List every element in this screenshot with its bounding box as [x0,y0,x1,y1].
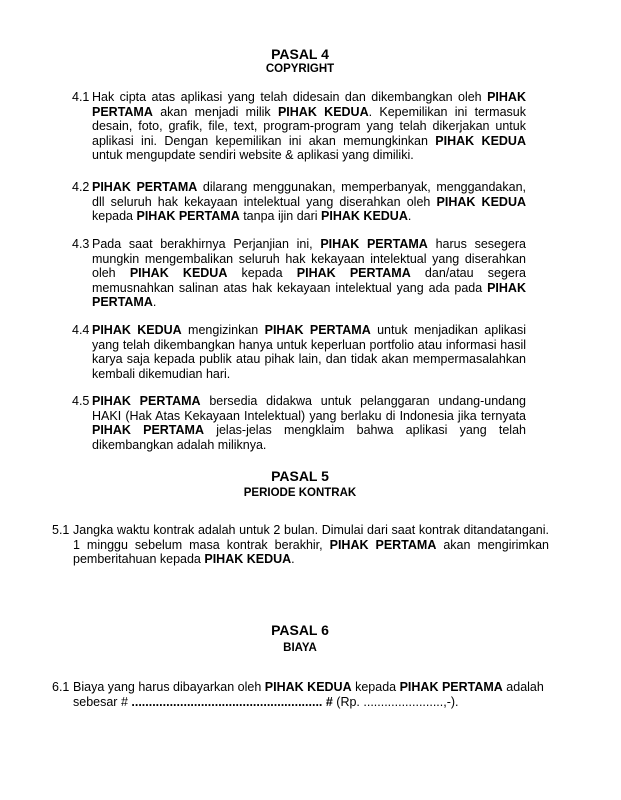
clause-text: Biaya yang harus dibayarkan oleh PIHAK KEDUA kepada PIHAK PERTAMA adalah sebesar # ....................................................... # (Rp. .......................,-). [73,680,544,709]
clause-4-1 [72,90,526,163]
clause-text: PIHAK PERTAMA bersedia didakwa untuk pelanggaran undang-undang HAKI (Hak Atas Kekayaan Intelektual) yang berlaku di Indonesia jika ternyata PIHAK PERTAMA jelas-jelas mengklaim bahwa aplikasi yang telah dikembangkan adalah miliknya. [92,394,526,452]
clause-number: 4.2 [72,180,90,194]
clause-text: PIHAK PERTAMA dilarang menggunakan, memperbanyak, menggandakan, dll seluruh hak kekayaan intelektual yang diserahkan oleh PIHAK KEDUA kepada PIHAK PERTAMA tanpa ijin dari PIHAK KEDUA. [92,180,526,224]
clause-number: 4.4 [72,323,90,337]
clause-number: 4.1 [72,90,90,104]
clause-number: 4.5 [72,394,90,408]
clause-6-1 [52,680,549,709]
clause-4-3 [72,237,526,310]
pasal-5-subtitle: PERIODE KONTRAK [243,487,357,499]
clause-text: Pada saat berakhirnya Perjanjian ini, PIHAK PERTAMA harus sesegera mungkin mengembalikan seluruh hak kekayaan intelektual yang diserahkan oleh PIHAK KEDUA kepada PIHAK PERTAMA dan/atau segera memusnahkan salinan atas hak kekayaan intelektual yang ada pada PIHAK PERTAMA. [92,237,526,310]
pasal-4-subtitle: COPYRIGHT [265,63,335,75]
clause-text: PIHAK KEDUA mengizinkan PIHAK PERTAMA untuk menjadikan aplikasi yang telah dikembangkan hanya untuk keperluan portfolio atau informasi hasil karya saja kepada publik atau pihak lain, dan tidak akan mempermasalahkan kembali dikemudian hari. [92,323,526,381]
clause-4-4 [72,323,526,381]
pasal-4-title: PASAL 4 [271,46,329,62]
clause-text: Hak cipta atas aplikasi yang telah didesain dan dikembangkan oleh PIHAK PERTAMA akan menjadi milik PIHAK KEDUA. Kepemilikan ini termasuk desain, foto, grafik, file, text, program-program yang telah dikerjakan untuk aplikasi ini. Dengan kepemilikan ini akan memungkinkan PIHAK KEDUA untuk mengupdate sendiri website & aplikasi yang dimiliki. [92,90,526,163]
clause-4-2 [72,180,526,224]
clause-number: 5.1 [52,523,70,537]
clause-number: 4.3 [72,237,90,251]
clause-number: 6.1 [52,680,70,694]
pasal-6-subtitle: BIAYA [283,642,317,654]
clause-5-1 [52,523,549,567]
clause-text: Jangka waktu kontrak adalah untuk 2 bulan. Dimulai dari saat kontrak ditandatangani. 1 minggu sebelum masa kontrak berakhir, PIHAK PERTAMA akan mengirimkan pemberitahuan kepada PIHAK KEDUA. [73,523,549,567]
clause-4-5 [72,394,526,452]
pasal-6-title: PASAL 6 [271,622,329,638]
pasal-5-title: PASAL 5 [271,468,329,484]
